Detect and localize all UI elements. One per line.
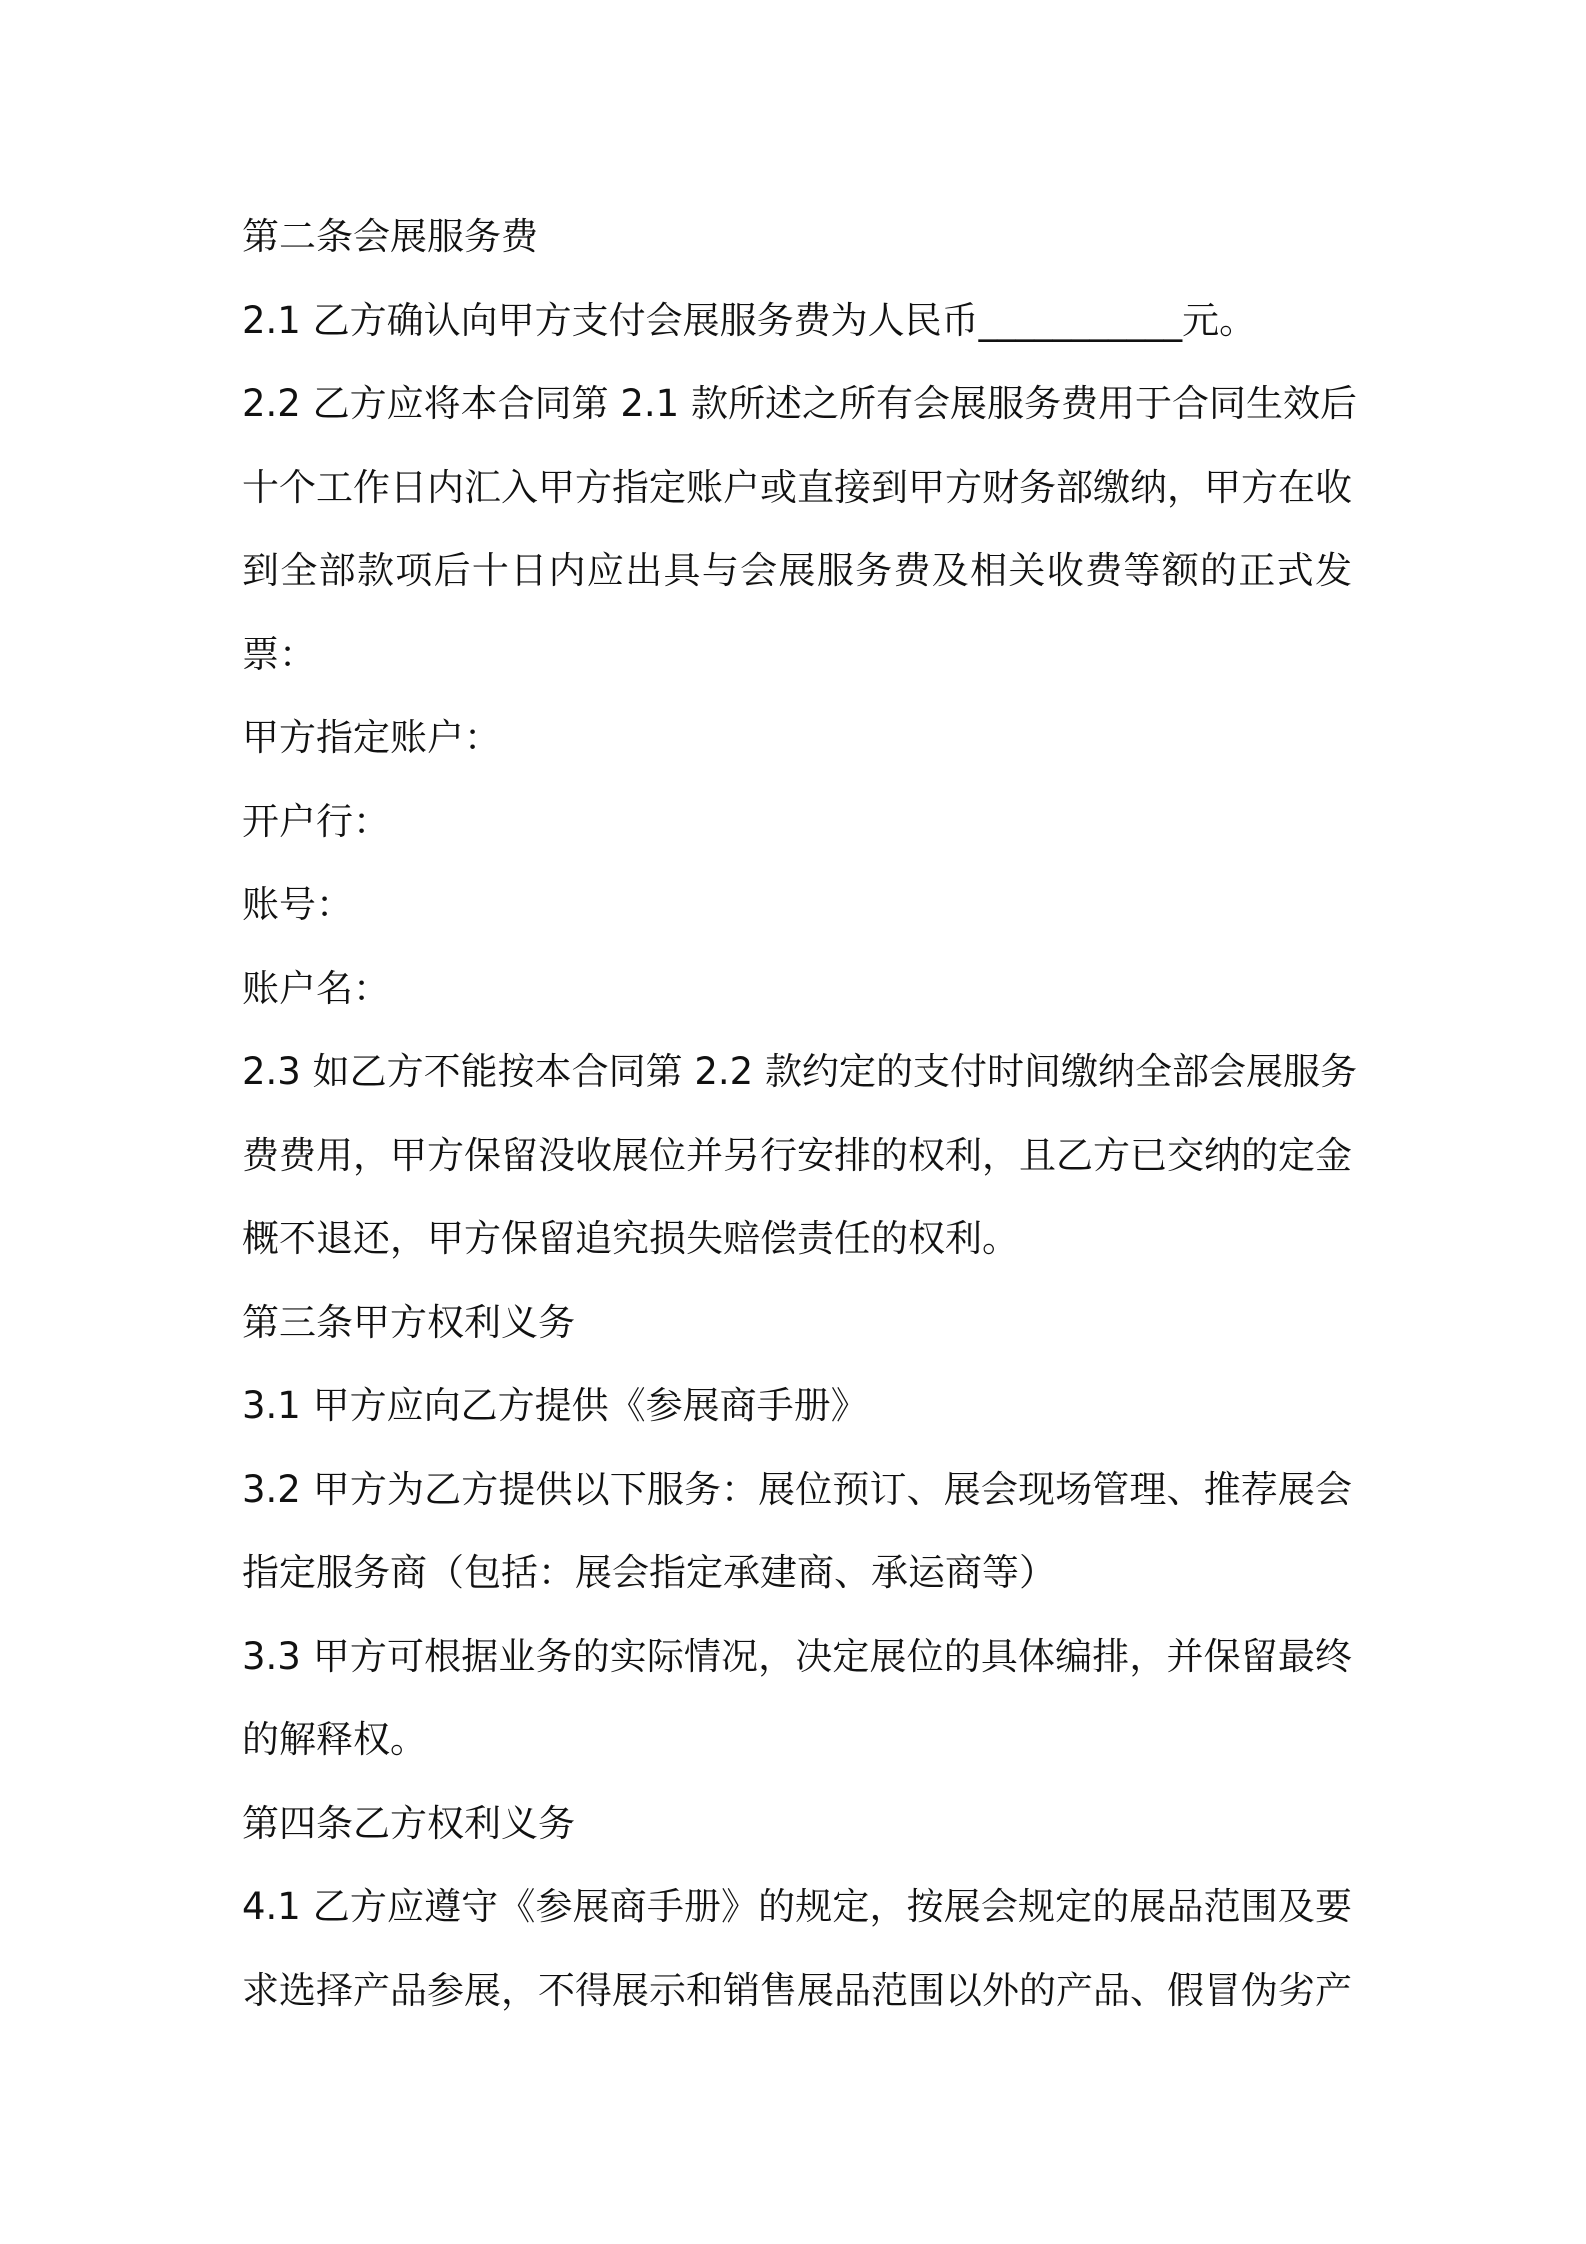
paragraph-line: 2.1 乙方确认向甲方支付会展服务费为人民币___________元。 (242, 298, 1257, 342)
account-label: 甲方指定账户： (242, 716, 501, 759)
paragraph-line: 3.2 甲方为乙方提供以下服务：展位预订、展会现场管理、推荐展会 (242, 1467, 1352, 1511)
paragraph-line: 2.2 乙方应将本合同第 2.1 款所述之所有会展服务费用于合同生效后 (242, 382, 1357, 425)
paragraph-line: 票： (242, 632, 316, 676)
account-name-label: 账户名： (242, 966, 390, 1010)
paragraph-line: 指定服务商（包括：展会指定承建商、承运商等） (242, 1551, 1056, 1594)
paragraph-line: 费费用，甲方保留没收展位并另行安排的权利，且乙方已交纳的定金 (242, 1133, 1352, 1177)
paragraph-line: 3.3 甲方可根据业务的实际情况，决定展位的具体编排，并保留最终 (242, 1634, 1352, 1678)
section-heading-3: 第三条甲方权利义务 (242, 1300, 575, 1344)
paragraph-line: 概不退还，甲方保留追究损失赔偿责任的权利。 (242, 1217, 1019, 1260)
section-heading-4: 第四条乙方权利义务 (242, 1801, 575, 1845)
document-body (242, 195, 1362, 2032)
section-heading-2: 第二条会展服务费 (242, 215, 538, 258)
paragraph-line: 4.1 乙方应遵守《参展商手册》的规定，按展会规定的展品范围及要 (242, 1885, 1352, 1928)
paragraph-line: 2.3 如乙方不能按本合同第 2.2 款约定的支付时间缴纳全部会展服务 (242, 1050, 1357, 1093)
paragraph-line: 求选择产品参展，不得展示和销售展品范围以外的产品、假冒伪劣产 (242, 1968, 1352, 2012)
paragraph-line: 3.1 甲方应向乙方提供《参展商手册》 (242, 1384, 868, 1427)
paragraph-line: 到全部款项后十日内应出具与会展服务费及相关收费等额的正式发 (242, 549, 1352, 592)
bank-label: 开户行： (242, 799, 390, 843)
paragraph-line: 的解释权。 (242, 1718, 427, 1761)
paragraph-line: 十个工作日内汇入甲方指定账户或直接到甲方财务部缴纳，甲方在收 (242, 465, 1352, 509)
account-number-label: 账号： (242, 883, 353, 926)
